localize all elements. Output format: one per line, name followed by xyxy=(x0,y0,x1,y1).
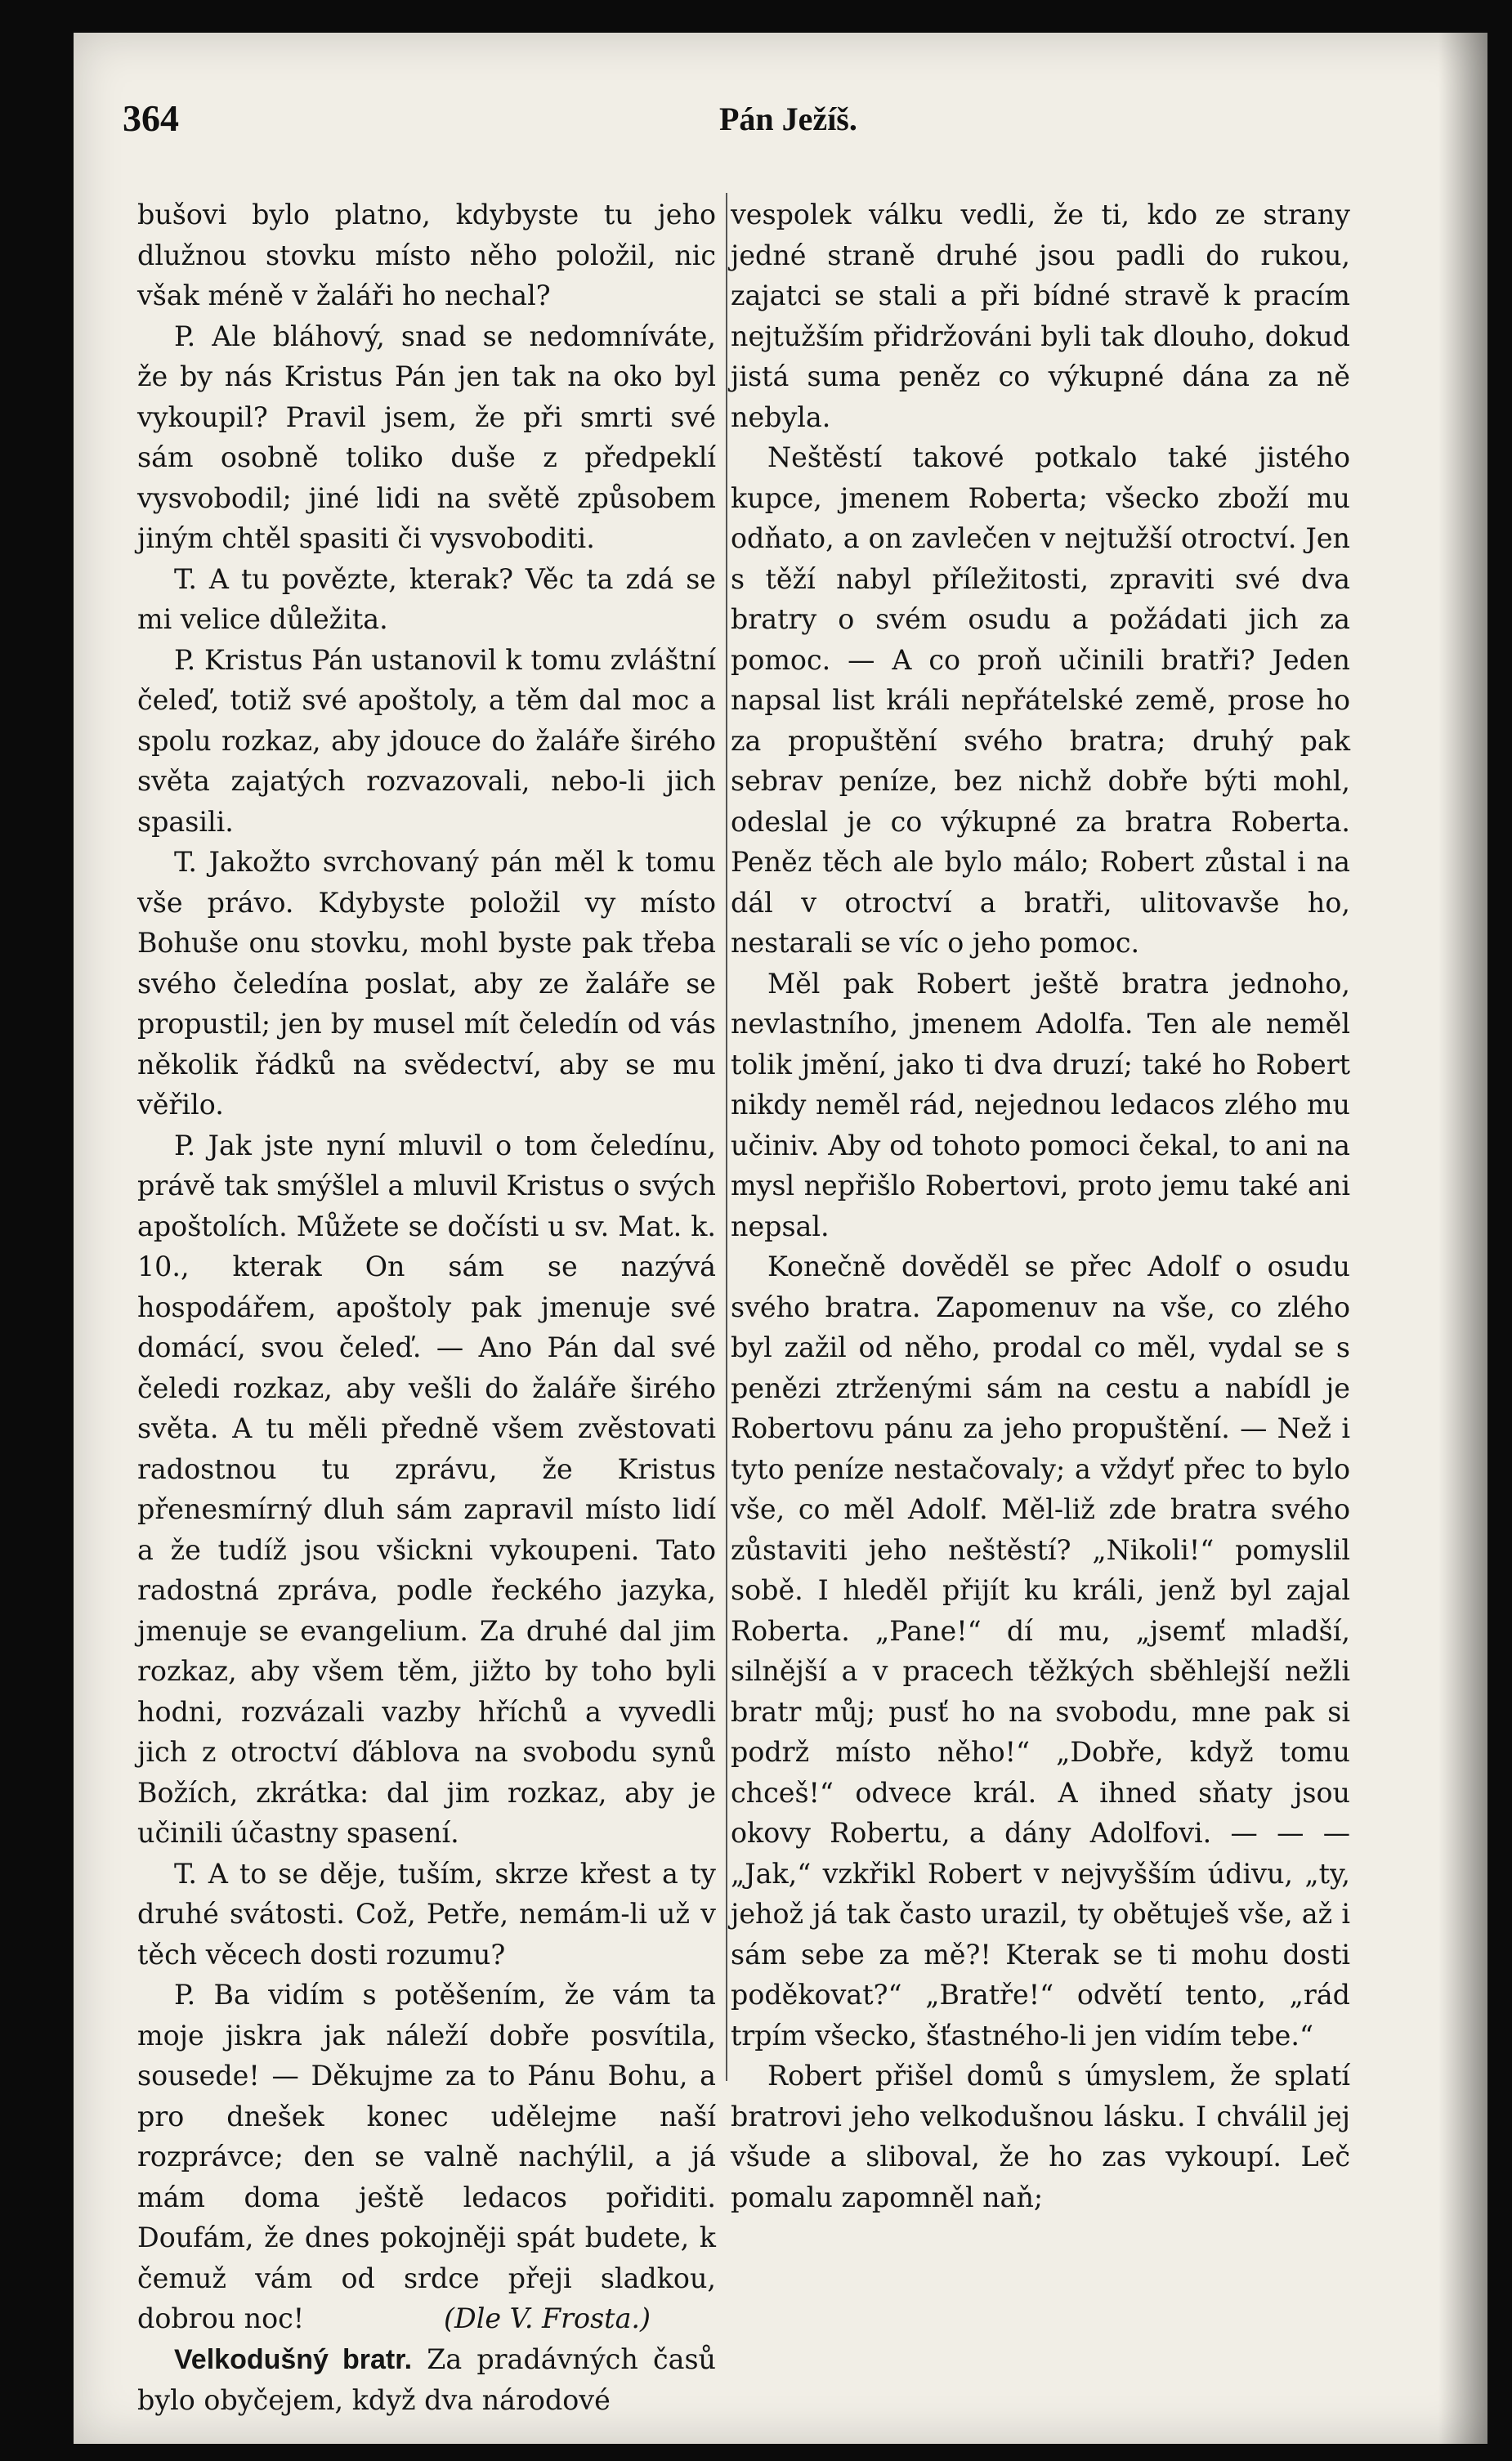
column-divider xyxy=(726,193,727,2081)
paragraph: T. A tu povězte, kterak? Věc ta zdá se mi velice důležita. xyxy=(137,562,716,635)
paragraph: T. A to se děje, tuším, skrze křest a ty druhé svátosti. Což, Petře, nemám-li už v těch věcech dosti rozumu? xyxy=(137,1857,716,1971)
page-number: 364 xyxy=(123,97,179,139)
section-text: Za pradávných časů bylo obyčejem, když dva národové xyxy=(137,2342,716,2416)
section-start xyxy=(137,2339,716,2421)
left-column xyxy=(137,195,716,2421)
attribution-text: (Dle V. Frosta.) xyxy=(444,2302,651,2334)
paragraph: P. Ba vidím s potěšením, že vám ta moje jiskra jak náleží dobře posvítila, sousede! — Děkujme za to Pánu Bohu, a pro dnešek konec udělejme naší rozprávce; den se valně nachýlil, a já mám doma ještě ledacos pořiditi. Doufám, že dnes pokojněji spát budete, k čemuž vám od srdce přeji sladkou, dobrou noc! xyxy=(137,1979,716,2334)
paragraph: Neštěstí takové potkalo také jistého kupce, jmenem Roberta; všecko zboží mu odňato, a on zavlečen v nejtužší otroctví. Jen s těží nabyl příležitosti, zpraviti své dva bratry o svém osudu a požádati jich za pomoc. — A co proň učinili bratři? Jeden napsal list králi nepřátelské země, prose ho za propuštění svého bratra; druhý pak sebrav peníze, bez nichž dobře býti mohl, odeslal je co výkupné za bratra Roberta. Peněz těch ale bylo málo; Robert zůstal i na dál v otroctví a bratři, ulitovavše ho, nestarali se víc o jeho pomoc. xyxy=(731,441,1350,959)
paragraph: Měl pak Robert ještě bratra jednoho, nevlastního, jmenem Adolfa. Ten ale neměl tolik jmění, jako ti dva druzí; také ho Robert nikdy neměl rád, nejednou ledacos zlého mu učiniv. Aby od tohoto pomoci čekal, to ani na mysl nepřišlo Robertovi, proto jemu také ani nepsal. xyxy=(731,967,1350,1242)
paragraph: P. Jak jste nyní mluvil o tom čeledínu, právě tak smýšlel a mluvil Kristus o svých apoštolích. Můžete se dočísti u sv. Mat. k. 10., kterak On sám se nazývá hospodářem, apoštoly pak jmenuje své domácí, svou čeleď. — Ano Pán dal své čeledi rozkaz, aby vešli do žaláře širého světa. A tu měli předně všem zvěstovati radostnou tu zprávu, že Kristus přenesmírný dluh sám zapravil místo lidí a že tudíž jsou všickni vykoupeni. Tato radostná zpráva, podle řeckého jazyka, jmenuje se evangelium. Za druhé dal jim rozkaz, aby všem těm, jižto by toho byli hodni, rozvázali vazby hříchů a vyvedli jich z otroctví ďáblova na svobodu synů Božích, zkrátka: dal jim rozkaz, aby je učinili účastny spasení. xyxy=(137,1129,716,1849)
paragraph: Robert přišel domů s úmyslem, že splatí bratrovi jeho velkodušnou lásku. I chválil jej všude a sliboval, že ho zas vykoupí. Leč pomalu zapomněl naň; xyxy=(731,2060,1350,2213)
paragraph: P. Kristus Pán ustanovil k tomu zvláštní čeleď, totiž své apoštoly, a těm dal moc a spolu rozkaz, aby jdouce do žaláře širého světa zajatých rozvazovali, nebo-li jich spasili. xyxy=(137,643,716,838)
paragraph: Konečně dověděl se přec Adolf o osudu svého bratra. Zapomenuv na vše, co zlého byl zažil od něho, prodal co měl, vydal se s penězi ztrženými sám na cestu a nabídl je Robertovu pánu za jeho propuštění. — Než i tyto peníze nestačovaly; a vždyť přec to bylo vše, co měl Adolf. Měl-liž zde bratra svého zůstaviti jeho neštěstí? „Nikoli!“ pomyslil sobě. I hleděl přijít ku králi, jenž byl zajal Roberta. „Pane!“ dí mu, „jsemť mladší, silnější a v pracech těžkých sběhlejší nežli bratr můj; pusť ho na svobodu, mne pak si podrž místo něho!“ „Dobře, když tomu chceš!“ odvece král. A ihned sňaty jsou okovy Robertu, a dány Adolfovi. — — — „Jak,“ vzkřikl Robert v nejvyšším údivu, „ty, jehož já tak často urazil, ty obětuješ vše, až i sám sebe za mě?! Kterak se ti mohu dosti poděkovat?“ „Bratře!“ odvětí tento, „rád trpím všecko, šťastného-li jen vidím tebe.“ xyxy=(731,1251,1350,2052)
page-edge-shadow xyxy=(1438,33,1487,2444)
paragraph: P. Ale bláhový, snad se nedomníváte, že by nás Kristus Pán jen tak na oko byl vykoupil? Pravil jsem, že při smrti své sám osobně toliko duše z předpeklí vysvobodil; jiné lidi na světě způsobem jiným chtěl spasiti či vysvoboditi. xyxy=(137,320,716,554)
right-column xyxy=(731,195,1350,2217)
paragraph-continued: vespolek válku vedli, že ti, kdo ze strany jedné straně druhé jsou padli do rukou, zajatci se stali a při bídné stravě k pracím nejtužším přidržováni byli tak dlouho, dokud jistá suma peněz co výkupné dána za ně nebyla. xyxy=(731,199,1350,433)
section-title: Velkodušný bratr. xyxy=(174,2343,413,2375)
paragraph-continued: bušovi bylo platno, kdybyste tu jeho dlužnou stovku místo něho položil, nic však méně v žaláři ho nechal? xyxy=(137,199,716,311)
running-head: Pán Ježíš. xyxy=(719,101,857,137)
page-header xyxy=(123,96,940,145)
paragraph: T. Jakožto svrchovaný pán měl k tomu vše právo. Kdybyste položil vy místo Bohuše onu stovku, mohl byste pak třeba svého čeledína poslat, aby ze žaláře se propustil; jen by musel mít čeledín od vás několik řádků na svědectví, aby se mu věřilo. xyxy=(137,846,716,1121)
